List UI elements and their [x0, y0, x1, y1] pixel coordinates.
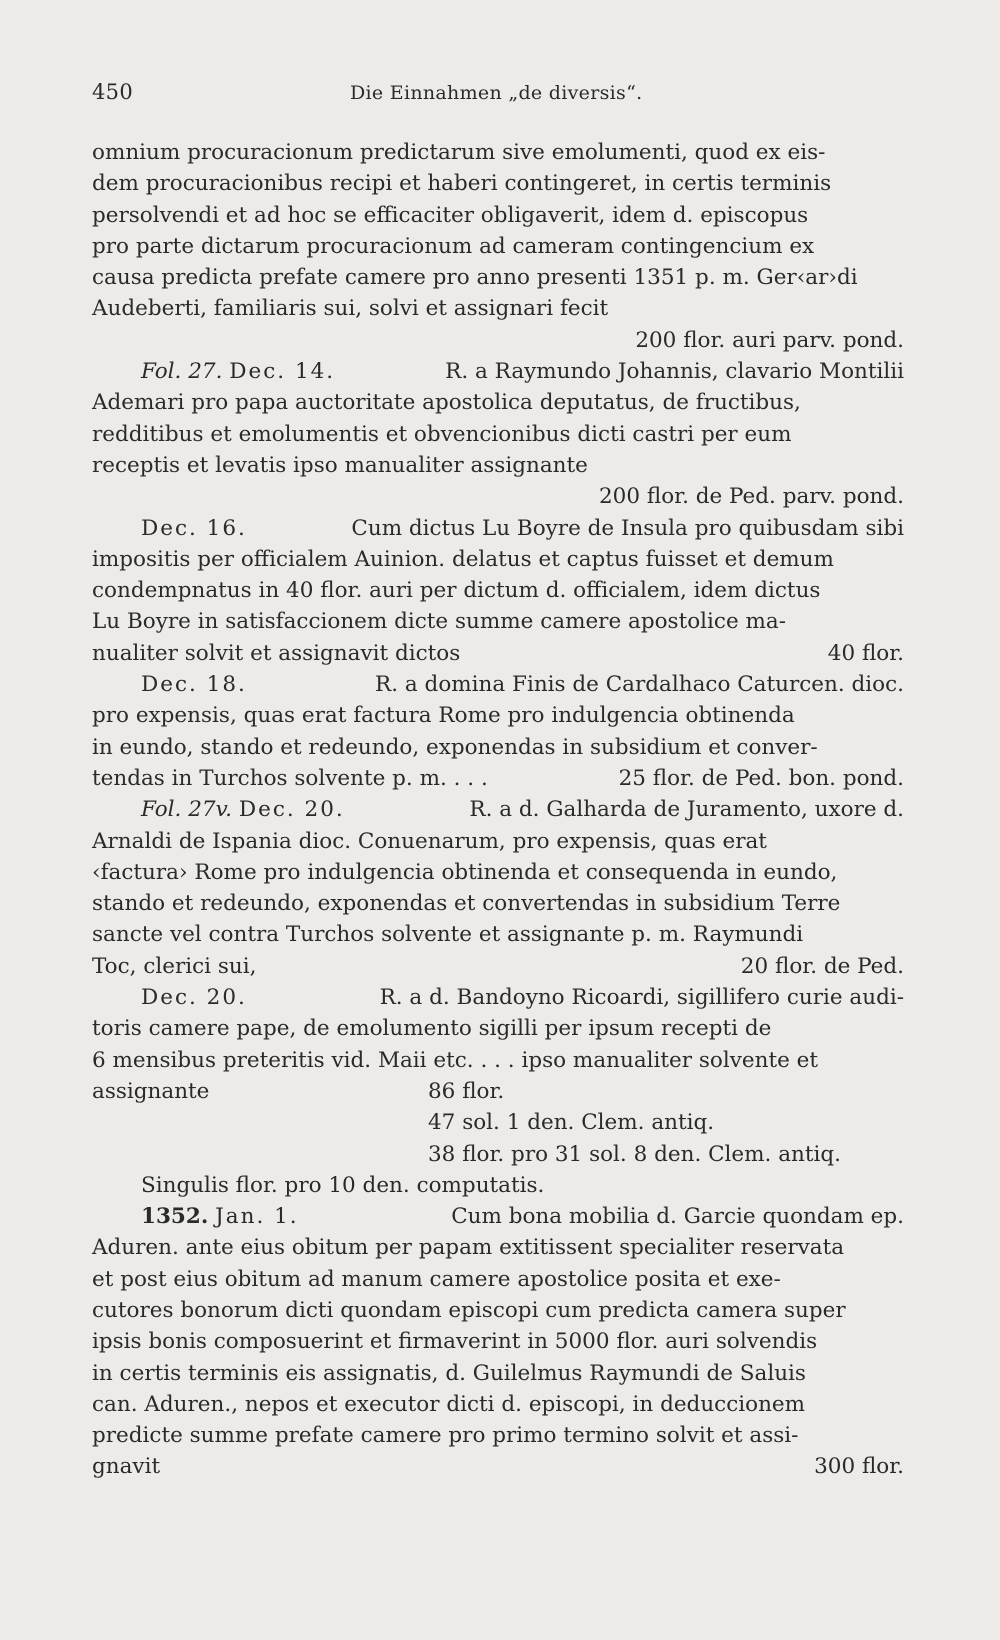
- text-line: Aduren. ante eius obitum per papam extitissent specialiter reservata: [92, 1235, 845, 1261]
- text-line: [92, 1451, 904, 1482]
- amount-line: 47 sol. 1 den. Clem. antiq.: [428, 1110, 715, 1136]
- amount: 40 flor.: [827, 640, 904, 666]
- entry-date: Dec. 20.: [238, 797, 345, 823]
- text-line: ipsis bonis composuerint et firmaverint in 5000 flor. auri solvendis: [92, 1329, 818, 1355]
- entry-text: R. a domina Finis de Cardalhaco Caturcen. dioc.: [375, 672, 904, 698]
- text-line: condempnatus in 40 flor. auri per dictum d. officialem, idem dictus: [92, 578, 821, 604]
- text-line: Lu Boyre in satisfaccionem dicte summe camere apostolice ma-: [92, 609, 786, 635]
- amount: 300 flor.: [814, 1454, 904, 1480]
- text-line: 6 mensibus preteritis vid. Maii etc. . . . ipso manualiter solvente et: [92, 1047, 819, 1073]
- running-title: Die Einnahmen „de diversis“.: [350, 82, 643, 104]
- entry-line: [92, 794, 904, 825]
- entry-date: Dec. 16.: [141, 515, 247, 541]
- amount-line: 38 flor. pro 31 sol. 8 den. Clem. antiq.: [428, 1141, 841, 1167]
- text-line: redditibus et emolumentis et obvencionibus dicti castri per eum: [92, 421, 792, 447]
- text-line: ‹factura› Rome pro indulgencia obtinenda et consequenda in eundo,: [92, 859, 838, 885]
- amount-line: 200 flor. auri parv. pond.: [635, 327, 904, 353]
- text-line: [92, 638, 904, 669]
- text-segment: tendas in Turchos solvente p. m. . . .: [92, 765, 488, 791]
- entry-text: R. a Raymundo Johannis, clavario Montilii: [445, 359, 904, 385]
- text-line: et post eius obitum ad manum camere apostolice posita et exe-: [92, 1266, 781, 1292]
- text-line: dem procuracionibus recipi et haberi contingeret, in certis terminis: [92, 171, 832, 197]
- text-line: pro parte dictarum procuracionum ad cameram contingencium ex: [92, 233, 815, 259]
- folio-ref: Fol. 27.: [141, 359, 223, 385]
- amount-line: 200 flor. de Ped. parv. pond.: [599, 484, 904, 510]
- entry-line: [92, 669, 904, 700]
- text-line: sancte vel contra Turchos solvente et assignante p. m. Raymundi: [92, 922, 804, 948]
- text-segment: Toc, clerici sui,: [92, 953, 257, 979]
- entry-line: [92, 982, 904, 1013]
- text-line: Arnaldi de Ispania dioc. Conuenarum, pro expensis, quas erat: [92, 828, 767, 854]
- text-segment: gnavit: [92, 1454, 161, 1480]
- entry-line: [92, 1201, 904, 1232]
- entry-text: Cum bona mobilia d. Garcie quondam ep.: [451, 1204, 904, 1230]
- text-line: receptis et levatis ipso manualiter assignante: [92, 452, 588, 478]
- amount: 25 flor. de Ped. bon. pond.: [618, 765, 904, 791]
- text-line: [92, 951, 904, 982]
- text-line: predicte summe prefate camere pro primo termino solvit et assi-: [92, 1423, 799, 1449]
- text-line: [92, 1076, 904, 1107]
- entry-year: 1352.: [141, 1204, 209, 1230]
- amount: 20 flor. de Ped.: [740, 953, 904, 979]
- page-body: [92, 137, 904, 1483]
- text-line: in certis terminis eis assignatis, d. Guilelmus Raymundi de Saluis: [92, 1360, 806, 1386]
- text-line: Audeberti, familiaris sui, solvi et assignari fecit: [92, 296, 609, 322]
- text-line: Ademari pro papa auctoritate apostolica deputatus, de fructibus,: [92, 390, 801, 416]
- text-line: omnium procuracionum predictarum sive emolumenti, quod ex eis-: [92, 140, 826, 165]
- text-line: persolvendi et ad hoc se efficaciter obligaverit, idem d. episcopus: [92, 202, 809, 228]
- entry-line: [92, 513, 904, 544]
- entry-date: Dec. 14.: [229, 359, 336, 385]
- amount: 86 flor.: [428, 1078, 505, 1104]
- text-line: in eundo, stando et redeundo, exponendas in subsidium et conver-: [92, 734, 818, 760]
- entry-date: Dec. 18.: [141, 672, 247, 698]
- entry-text: R. a d. Galharda de Juramento, uxore d.: [469, 797, 904, 823]
- page-header: [92, 80, 902, 112]
- text-segment: nualiter solvit et assignavit dictos: [92, 640, 461, 666]
- entry-date: Jan. 1.: [215, 1204, 299, 1230]
- text-line: Singulis flor. pro 10 den. computatis.: [141, 1172, 545, 1198]
- entry-line: [92, 356, 904, 387]
- text-line: can. Aduren., nepos et executor dicti d. episcopi, in deduccionem: [92, 1391, 806, 1417]
- entry-date: Dec. 20.: [141, 985, 247, 1011]
- text-line: impositis per officialem Auinion. delatus et captus fuisset et demum: [92, 546, 834, 572]
- text-line: toris camere pape, de emolumento sigilli per ipsum recepti de: [92, 1016, 772, 1042]
- folio-ref: Fol. 27v.: [141, 797, 233, 823]
- text-line: cutores bonorum dicti quondam episcopi cum predicta camera super: [92, 1297, 846, 1323]
- text-line: stando et redeundo, exponendas et convertendas in subsidium Terre: [92, 891, 841, 917]
- page-number: 450: [92, 80, 133, 104]
- text-line: pro expensis, quas erat factura Rome pro indulgencia obtinenda: [92, 703, 795, 729]
- text-segment: assignante: [92, 1078, 210, 1104]
- entry-text: Cum dictus Lu Boyre de Insula pro quibusdam sibi: [351, 515, 904, 541]
- entry-text: R. a d. Bandoyno Ricoardi, sigillifero curie audi-: [379, 985, 904, 1011]
- text-line: [92, 763, 904, 794]
- text-line: causa predicta prefate camere pro anno presenti 1351 p. m. Ger‹ar›di: [92, 265, 858, 291]
